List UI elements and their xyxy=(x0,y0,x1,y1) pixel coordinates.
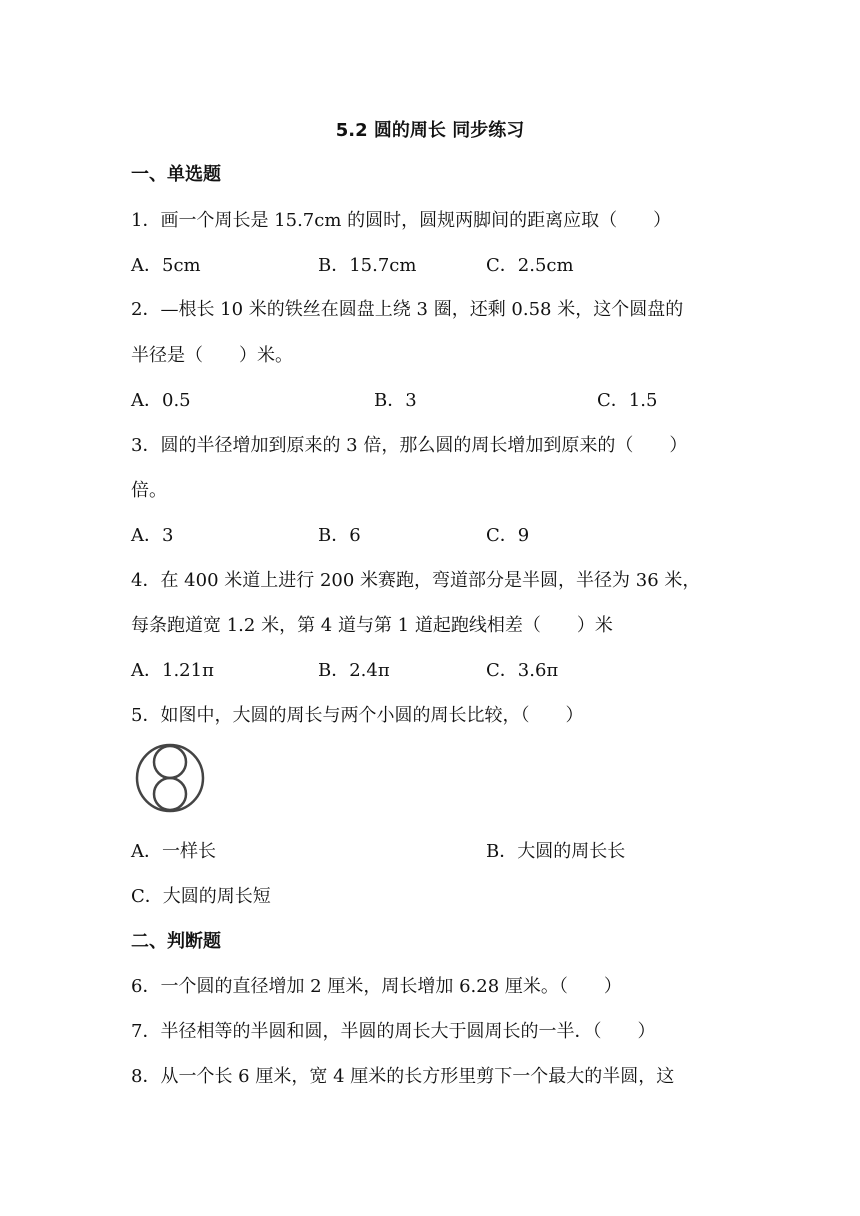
question-1-option-b: B．15.7cm xyxy=(318,255,417,276)
question-7-stem: 7．半径相等的半圆和圆，半圆的周长大于圆周长的一半．（ ） xyxy=(131,1021,656,1042)
question-1-option-c: C．2.5cm xyxy=(486,255,574,276)
question-4-option-b: B．2.4π xyxy=(318,660,390,681)
question-4-option-a: A．1.21π xyxy=(131,660,214,681)
question-2-stem-line-2: 半径是（ ）米。 xyxy=(131,345,293,366)
question-3-stem-line-1: 3．圆的半径增加到原来的 3 倍，那么圆的周长增加到原来的（ ） xyxy=(131,435,688,456)
section-heading-single-choice: 一、单选题 xyxy=(131,164,221,185)
question-3-option-c: C．9 xyxy=(486,525,530,546)
question-4-option-c: C．3.6π xyxy=(486,660,559,681)
question-1-option-a: A．5cm xyxy=(131,255,201,276)
question-5-stem: 5．如图中，大圆的周长与两个小圆的周长比较，（ ） xyxy=(131,705,584,726)
question-8-stem: 8．从一个长 6 厘米，宽 4 厘米的长方形里剪下一个最大的半圆，这 xyxy=(131,1066,675,1087)
question-2-stem-line-1: 2．—根长 10 米的铁丝在圆盘上绕 3 圈，还剩 0.58 米，这个圆盘的 xyxy=(131,299,684,320)
question-5-option-c: C．大圆的周长短 xyxy=(131,886,271,907)
question-2-option-a: A．0.5 xyxy=(131,390,191,411)
page-title: 5.2 圆的周长 同步练习 xyxy=(335,120,525,141)
question-5-option-b: B．大圆的周长长 xyxy=(486,841,626,862)
question-6-stem: 6．一个圆的直径增加 2 厘米，周长增加 6.28 厘米。（ ） xyxy=(131,976,622,997)
small-circle-bottom xyxy=(154,778,186,810)
question-3-stem-line-2: 倍。 xyxy=(131,480,167,501)
question-1-stem: 1．画一个周长是 15.7cm 的圆时，圆规两脚间的距离应取（ ） xyxy=(131,210,672,231)
question-2-option-b: B．3 xyxy=(374,390,417,411)
question-4-stem-line-1: 4．在 400 米道上进行 200 米赛跑，弯道部分是半圆，半径为 36 米， xyxy=(131,570,701,591)
question-5-option-a: A．一样长 xyxy=(131,841,216,862)
question-3-option-b: B．6 xyxy=(318,525,361,546)
section-heading-true-false: 二、判断题 xyxy=(131,931,221,952)
small-circle-top xyxy=(154,746,186,778)
question-2-option-c: C．1.5 xyxy=(597,390,658,411)
question-3-option-a: A．3 xyxy=(131,525,174,546)
question-4-stem-line-2: 每条跑道宽 1.2 米，第 4 道与第 1 道起跑线相差（ ）米 xyxy=(131,615,613,636)
circles-figure xyxy=(131,739,209,821)
